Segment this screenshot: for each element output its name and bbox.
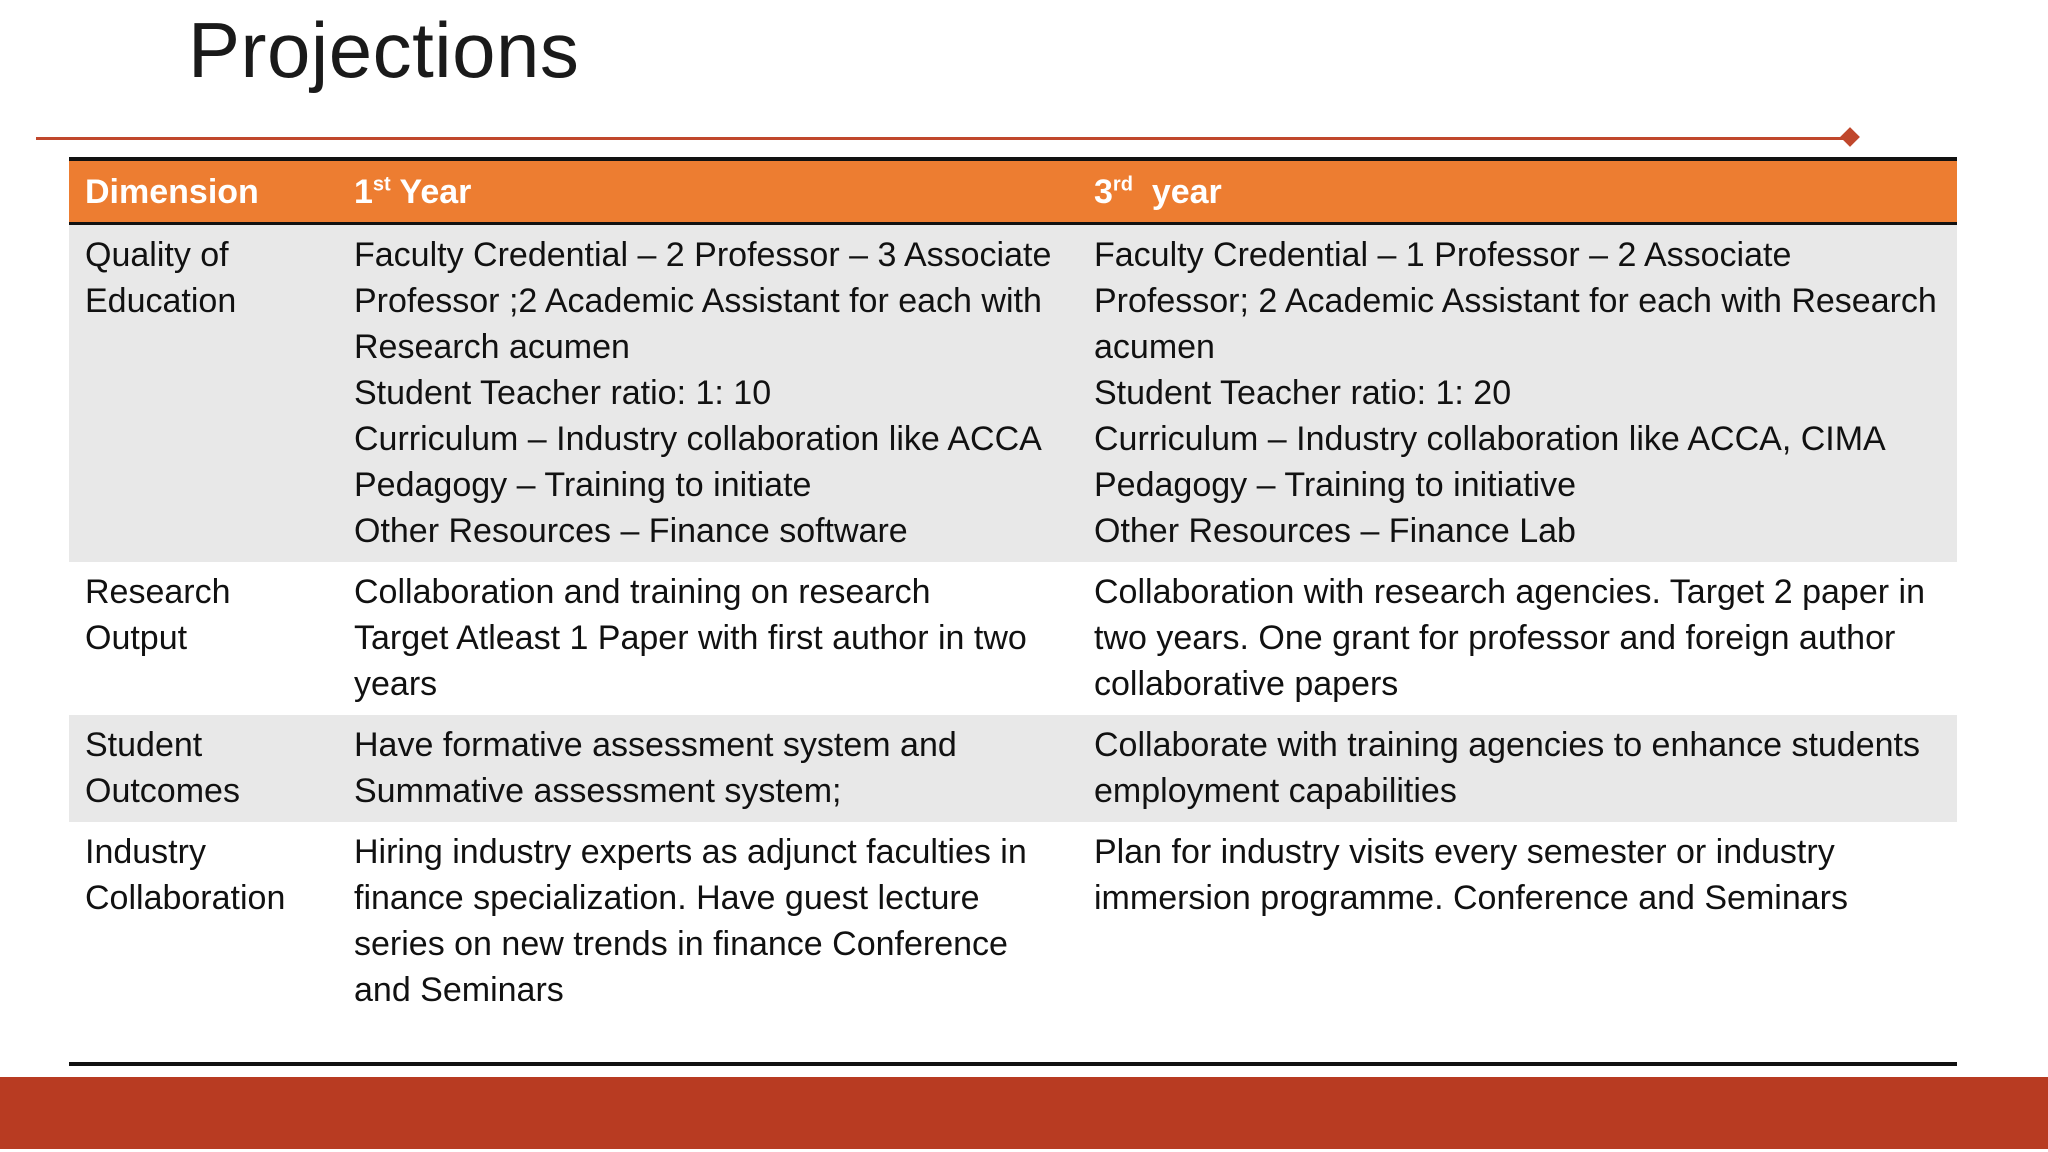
divider-diamond-icon	[1840, 127, 1860, 147]
projections-table	[69, 157, 1957, 1065]
cell-line: Student Teacher ratio: 1: 10	[354, 374, 772, 412]
row-third-year-cell	[1078, 562, 1957, 715]
cell-line: Curriculum – Industry collaboration like ACCA	[354, 420, 1042, 458]
table-row	[69, 562, 1957, 715]
header-third-year-label: year	[1132, 173, 1222, 211]
row-third-year-cell	[1078, 715, 1957, 822]
cell-line: Faculty Credential – 1 Professor – 2 Associate Professor; 2 Academic Assistant for each with Research acumen	[1094, 236, 1937, 366]
cell-line: Hiring industry experts as adjunct faculties in finance specialization. Have guest lecture series on new trends in finance Conference and Seminars	[354, 833, 1027, 1009]
cell-line: Collaborate with training agencies to enhance students employment capabilities	[1094, 726, 1920, 810]
cell-line: Curriculum – Industry collaboration like ACCA, CIMA	[1094, 420, 1886, 458]
row-dimension: Industry Collaboration	[85, 833, 286, 917]
header-first-year-label: Year	[390, 173, 472, 211]
table-bottom-border	[69, 1062, 1957, 1066]
row-first-year-cell	[338, 715, 1078, 822]
header-third-year-number: 3	[1094, 173, 1113, 211]
row-dimension: Student Outcomes	[69, 715, 338, 822]
cell-line: Target Atleast 1 Paper with first author in two years	[354, 619, 1027, 703]
cell-line: Plan for industry visits every semester or industry immersion programme. Conference and Seminars	[1094, 833, 1848, 917]
cell-line: Collaboration and training on research	[354, 573, 931, 611]
table-row	[69, 224, 1957, 563]
table-body	[69, 224, 1957, 1066]
cell-line: Faculty Credential – 2 Professor – 3 Associate Professor ;2 Academic Assistant for each with Research acumen	[354, 236, 1052, 366]
row-third-year-cell	[1078, 224, 1957, 563]
cell-line: Pedagogy – Training to initiative	[1094, 466, 1576, 504]
cell-line: Student Teacher ratio: 1: 20	[1094, 374, 1512, 412]
row-first-year-cell	[338, 224, 1078, 563]
cell-line: Have formative assessment system and Summative assessment system;	[354, 726, 957, 810]
header-first-year-number: 1	[354, 173, 373, 211]
cell-line: Collaboration with research agencies. Target 2 paper in two years. One grant for professor and foreign author collaborative papers	[1094, 573, 1925, 703]
slide-title: Projections	[188, 6, 580, 94]
row-dimension: Quality of Education	[69, 224, 338, 563]
header-row	[69, 159, 1957, 224]
row-first-year-cell	[338, 822, 1078, 1065]
title-divider-line	[36, 137, 1850, 140]
header-third-year	[1078, 159, 1957, 224]
footer-band	[0, 1077, 2048, 1149]
header-third-year-suffix: rd	[1112, 173, 1133, 196]
header-first-year-suffix: st	[372, 173, 391, 196]
header-first-year	[338, 159, 1078, 224]
table-header	[69, 159, 1957, 224]
projections-table-container	[69, 157, 1957, 1065]
cell-line: Pedagogy – Training to initiate	[354, 466, 812, 504]
cell-line: Other Resources – Finance Lab	[1094, 512, 1576, 550]
table-row	[69, 715, 1957, 822]
cell-line: Other Resources – Finance software	[354, 512, 908, 550]
row-first-year-cell	[338, 562, 1078, 715]
header-dimension: Dimension	[69, 159, 338, 224]
row-dimension: Research Output	[85, 573, 231, 657]
table-row	[69, 822, 1957, 1065]
row-third-year-cell	[1078, 822, 1957, 1065]
